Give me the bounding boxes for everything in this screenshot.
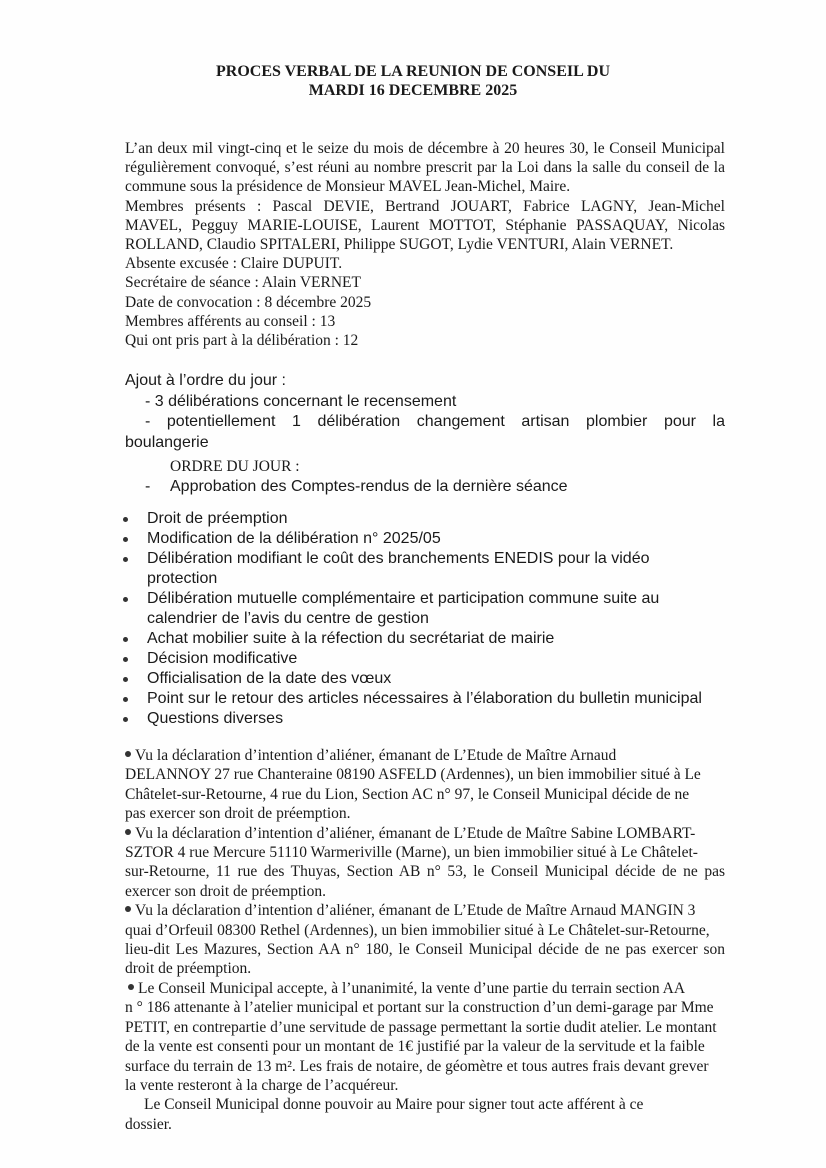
agenda-item-label: Officialisation de la date des vœux	[147, 670, 392, 687]
agenda-item	[120, 509, 740, 529]
decision-line: SZTOR 4 rue Mercure 51110 Warmeriville (Marne), un bien immobilier situé à Le Châtelet-	[125, 844, 698, 862]
decision-line: n ° 186 attenante à l’atelier municipal et portant sur la construction d’un demi-garage par Mme	[125, 999, 714, 1017]
agenda-item	[120, 529, 740, 549]
decision-preemption-2	[125, 824, 725, 902]
absent-excused: Absente excusée : Claire DUPUIT.	[125, 255, 343, 273]
decision-line: de la vente est consenti pour un montant de 1€ justifié par la valeur de la servitude et la faible	[125, 1038, 705, 1056]
decision-line: dossier.	[125, 1115, 172, 1133]
agenda-item-label: Décision modificative	[147, 650, 298, 667]
decision-line	[125, 979, 725, 998]
decision-text: Vu la déclaration d’intention d’aliéner, émanant de L’Etude de Maître Sabine LOMBART-	[135, 824, 696, 842]
intro-line: L’an deux mil vingt-cinq et le seize du mois de décembre à 20 heures 30, le Conseil Municipal	[125, 140, 725, 157]
decision-line	[125, 901, 725, 920]
decision-line: la vente resteront à la charge de l’acquéreur.	[125, 1076, 399, 1094]
bullet-icon	[123, 717, 128, 722]
decision-line: surface du terrain de 13 m². Les frais de notaire, de géomètre et tous autres frais devant grever	[125, 1057, 709, 1075]
decision-preemption-3	[125, 901, 725, 979]
decisions-section	[125, 746, 725, 1134]
bullet-icon	[123, 677, 128, 682]
decision-line: PETIT, en contrepartie d’une servitude de passage permettant la sortie dudit atelier. Le montant	[125, 1018, 717, 1036]
agenda-item-label: Point sur le retour des articles nécessaires à l’élaboration du bulletin municipal	[147, 690, 702, 707]
dash-icon: -	[145, 478, 151, 495]
agenda-item	[120, 709, 740, 729]
decision-text: Vu la déclaration d’intention d’aliéner, émanant de L’Etude de Maître Arnaud MANGIN 3	[135, 902, 696, 920]
bullet-icon	[128, 984, 134, 990]
bullet-icon	[125, 829, 131, 835]
bullet-icon	[123, 557, 128, 562]
bullet-icon	[123, 697, 128, 702]
decision-line: pas exercer son droit de préemption.	[125, 805, 351, 823]
members-present-line: ROLLAND, Claudio SPITALERI, Philippe SUGOT, Lydie VENTURI, Alain VERNET.	[125, 236, 674, 254]
addendum-item: - potentiellement 1 délibération changement artisan plombier pour la	[145, 413, 725, 430]
agenda-first-item-label: Approbation des Comptes-rendus de la dernière séance	[170, 478, 568, 495]
agenda-item	[120, 589, 717, 629]
agenda-item-label: Achat mobilier suite à la réfection du secrétariat de mairie	[147, 630, 555, 647]
intro-line: commune sous la présidence de Monsieur MAVEL Jean-Michel, Maire.	[125, 178, 571, 196]
addendum-item-continued: boulangerie	[125, 433, 209, 451]
bullet-icon	[125, 906, 131, 912]
agenda-item-label: Droit de préemption	[147, 510, 288, 527]
decision-land-sale	[125, 979, 725, 1095]
decision-line: exercer son droit de préemption.	[125, 882, 326, 900]
bullet-icon	[123, 517, 128, 522]
members-count: Membres afférents au conseil : 13	[125, 312, 336, 330]
decision-line: Châtelet-sur-Retourne, 4 rue du Lion, Section AC n° 97, le Conseil Municipal décide de ne	[125, 785, 690, 803]
agenda-addendum	[125, 371, 725, 453]
convocation-date: Date de convocation : 8 décembre 2025	[125, 293, 372, 311]
participants-count: Qui ont pris part à la délibération : 12	[125, 332, 359, 350]
bullet-icon	[123, 537, 128, 542]
page-title	[0, 62, 826, 100]
decision-line: sur-Retourne, 11 rue des Thuyas, Section AB n° 53, le Conseil Municipal décide de ne pas	[125, 863, 725, 881]
agenda-heading: ORDRE DU JOUR :	[170, 458, 300, 475]
agenda-item	[120, 549, 687, 589]
agenda-list	[120, 509, 740, 729]
decision-text: Le Conseil Municipal accepte, à l’unanimité, la vente d’une partie du terrain section AA	[138, 979, 686, 997]
decision-line	[125, 824, 725, 843]
agenda-item	[120, 649, 740, 669]
title-line-2: MARDI 16 DECEMBRE 2025	[308, 82, 518, 99]
agenda-item-label: Délibération modifiant le coût des branchements ENEDIS pour la vidéo protection	[147, 550, 650, 587]
decision-text: Vu la déclaration d’intention d’aliéner, émanant de L’Etude de Maître Arnaud	[135, 747, 617, 764]
title-line-1: PROCES VERBAL DE LA REUNION DE CONSEIL DU	[215, 63, 610, 80]
addendum-item: - 3 délibérations concernant le recensement	[145, 392, 457, 410]
agenda-first-item	[145, 477, 568, 497]
decision-line: lieu-dit Les Mazures, Section AA n° 180, le Conseil Municipal décide de ne pas exercer son	[125, 941, 725, 959]
intro-line: régulièrement convoqué, s’est réuni au nombre prescrit par la Loi dans la salle du conseil de la	[125, 159, 725, 177]
decision-line: DELANNOY 27 rue Chanteraine 08190 ASFELD (Ardennes), un bien immobilier situé à Le	[125, 766, 701, 784]
intro-section	[125, 139, 725, 350]
decision-mayor-mandate	[125, 1095, 725, 1134]
addendum-heading: Ajout à l’ordre du jour :	[125, 372, 286, 389]
bullet-icon	[123, 657, 128, 662]
decision-preemption-1	[125, 746, 725, 824]
bullet-icon	[125, 751, 131, 757]
members-present-line: MAVEL, Pegguy MARIE-LOUISE, Laurent MOTTOT, Stéphanie PASSAQUAY, Nicolas	[125, 216, 725, 234]
session-secretary: Secrétaire de séance : Alain VERNET	[125, 274, 361, 292]
agenda-item	[120, 669, 740, 689]
decision-line	[125, 746, 725, 765]
agenda-item	[120, 689, 740, 709]
bullet-icon	[123, 597, 128, 602]
decision-line: Le Conseil Municipal donne pouvoir au Maire pour signer tout acte afférent à ce	[144, 1096, 644, 1114]
bullet-icon	[123, 637, 128, 642]
agenda-item-label: Délibération mutuelle complémentaire et participation commune suite au calendrier de l’avis du centre de gestion	[147, 590, 660, 627]
agenda-item-label: Questions diverses	[147, 710, 284, 727]
members-present-line: Membres présents : Pascal DEVIE, Bertrand JOUART, Fabrice LAGNY, Jean-Michel	[125, 197, 725, 215]
agenda-item	[120, 629, 740, 649]
decision-line: droit de préemption.	[125, 960, 252, 978]
agenda-item-label: Modification de la délibération n° 2025/05	[147, 530, 441, 547]
decision-line: quai d’Orfeuil 08300 Rethel (Ardennes), un bien immobilier situé à Le Châtelet-sur-Retourne,	[125, 921, 710, 939]
